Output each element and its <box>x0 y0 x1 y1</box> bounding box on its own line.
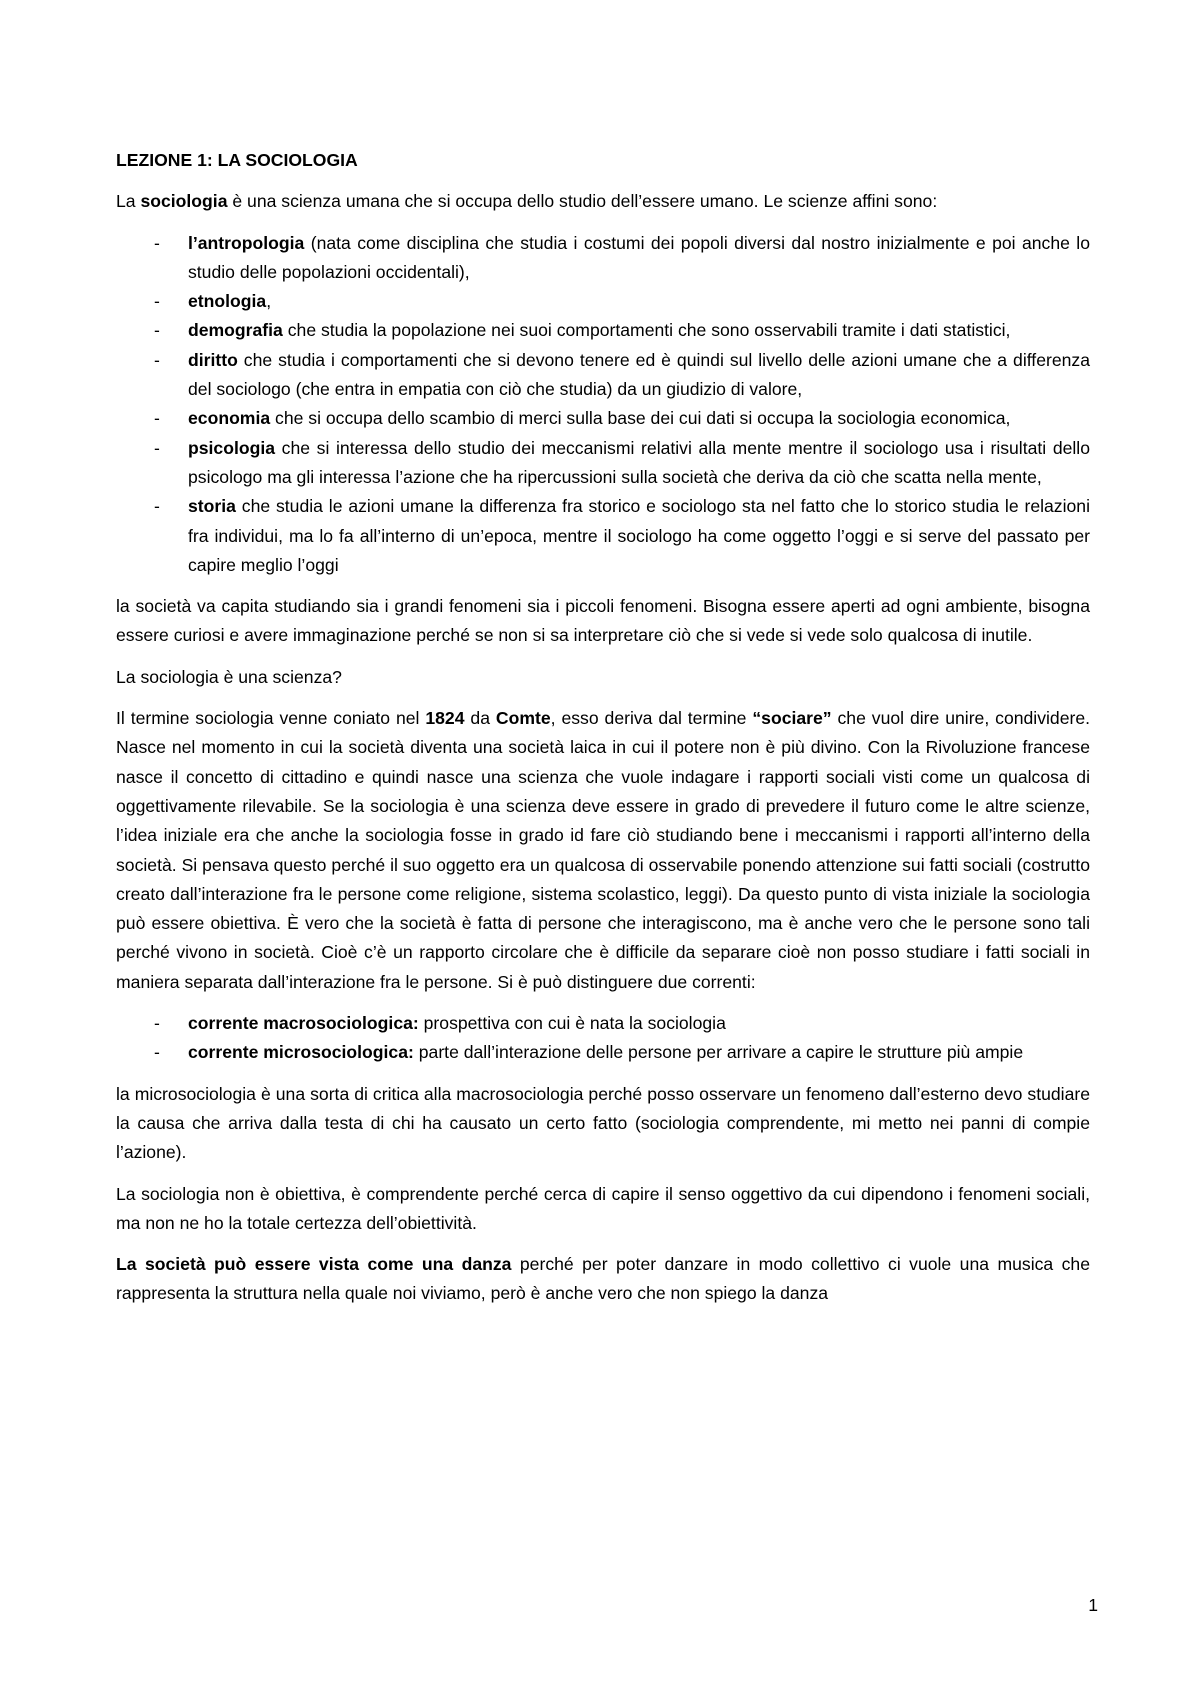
term-psicologia: psicologia <box>188 437 276 458</box>
term-antropologia: l’antropologia <box>188 232 305 253</box>
term-diritto: diritto <box>188 349 238 370</box>
desc-diritto: che studia i comportamenti che si devono tenere ed è quindi sul livello delle azioni umane che a differenza del sociologo (che entra in empatia con ciò che studia) da un giudizio di valore, <box>188 349 1090 400</box>
term-macrosociologica: corrente macrosociologica: <box>188 1013 419 1034</box>
desc-psicologia: che si interessa dello studio dei meccanismi relativi alla mente mentre il sociologo usa i risultati dello psicologo ma gli interessa l’azione che ha ripercussioni sulla società che deriva da ciò che scatta nella mente, <box>188 437 1090 487</box>
microsociology-paragraph: la microsociologia è una sorta di critica alla macrosociologia perché posso osservare un fenomeno dall’esterno devo studiare la causa che arriva dalla testa di chi ha causato un certo fatto (sociologia comprendente, mi metto nei panni di compie l’azione). <box>116 1083 1090 1163</box>
desc-macrosociologica: prospettiva con cui è nata la sociologia <box>418 1013 726 1034</box>
list-item-macrosociologica <box>116 1009 1090 1038</box>
term-economia: economia <box>188 408 271 429</box>
term-microsociologica: corrente microsociologica: <box>188 1042 414 1063</box>
comte-text-c: , esso deriva dal termine <box>550 708 753 729</box>
desc-demografia: che studia la popolazione nei suoi comportamenti che sono osservabili tramite i dati statistici, <box>282 320 1011 341</box>
list-item-antropologia <box>116 229 1090 288</box>
dance-bold-text: La società può essere vista come una danza <box>116 1254 512 1275</box>
intro-text-a: La <box>116 191 141 212</box>
list-item-economia <box>116 404 1090 433</box>
document-body <box>116 146 1090 1321</box>
desc-etnologia: , <box>266 291 272 312</box>
currents-list <box>116 1009 1090 1068</box>
list-item-demografia <box>116 316 1090 345</box>
comte-text-b: da <box>464 708 496 729</box>
desc-economia: che si occupa dello scambio di merci sulla base dei cui dati si occupa la sociologia economica, <box>270 408 1011 429</box>
list-item-psicologia <box>116 434 1090 493</box>
dance-text: perché per poter danzare in modo collettivo ci vuole una musica che rappresenta la struttura nella quale noi viviamo, però è anche vero che non spiego la danza <box>116 1254 1090 1304</box>
comte-name: Comte <box>495 708 551 729</box>
list-item-etnologia <box>116 287 1090 316</box>
desc-antropologia: (nata come disciplina che studia i costumi dei popoli diversi dal nostro inizialmente e poi anche lo studio delle popolazioni occidentali), <box>188 232 1090 282</box>
comte-year: 1824 <box>425 708 465 729</box>
intro-text-c: è una scienza umana che si occupa dello studio dell’essere umano. Le scienze affini sono: <box>227 191 938 212</box>
list-item-storia <box>116 492 1090 580</box>
lesson-title: LEZIONE 1: LA SOCIOLOGIA <box>116 150 358 170</box>
page-number: 1 <box>1088 1595 1098 1615</box>
question-paragraph: La sociologia è una scienza? <box>116 666 342 687</box>
comte-text-d: che vuol dire unire, condividere. Nasce nel momento in cui la società diventa una società laica in cui il potere non è più divino. Con la Rivoluzione francese nasce il concetto di cittadino e quindi nasce una scienza che vuole indagare i rapporti sociali visti come un qualcosa di oggettivamente rilevabile. Se la sociologia è una scienza deve essere in grado di prevedere il futuro come le altre scienze, l’idea iniziale era che anche la sociologia fosse in grado id fare ciò studiando bene i meccanismi i rapporti all’interno della società. Si pensava questo perché il suo oggetto era un qualcosa di osservabile ponendo attenzione sui fatti sociali (costrutto creato dall’interazione fra le persone come religione, sistema scolastico, leggi). Da questo punto di vista iniziale la sociologia può essere obiettiva. È vero che la società è fatta di persone che interagiscono, ma è anche vero che le persone sono tali perché vivono in società. Cioè c’è un rapporto circolare che è difficile da separare cioè non posso studiare i fatti sociali in maniera separata dall’interazione fra le persone. Si è può distinguere due correnti: <box>116 708 1091 992</box>
comte-word-sociare: “sociare” <box>752 708 832 729</box>
related-sciences-list <box>116 229 1090 581</box>
term-demografia: demografia <box>188 320 283 341</box>
dance-paragraph <box>116 1250 1090 1309</box>
comte-paragraph <box>116 704 1090 997</box>
intro-paragraph <box>116 187 1090 216</box>
intro-term-sociologia: sociologia <box>140 191 228 212</box>
term-etnologia: etnologia <box>188 291 267 312</box>
desc-microsociologica: parte dall’interazione delle persone per arrivare a capire le strutture più ampie <box>413 1042 1024 1063</box>
list-item-microsociologica <box>116 1038 1090 1067</box>
society-paragraph: la società va capita studiando sia i grandi fenomeni sia i piccoli fenomeni. Bisogna essere aperti ad ogni ambiente, bisogna essere curiosi e avere immaginazione perché se non si sa interpretare ciò che si vede si vede solo qualcosa di inutile. <box>116 596 1090 646</box>
objectivity-paragraph: La sociologia non è obiettiva, è comprendente perché cerca di capire il senso oggettivo da cui dipendono i fenomeni sociali, ma non ne ho la totale certezza dell’obiettività. <box>116 1183 1090 1233</box>
comte-text-a: Il termine sociologia venne coniato nel <box>116 708 426 729</box>
desc-storia: che studia le azioni umane la differenza fra storico e sociologo sta nel fatto che lo storico studia le relazioni fra individui, ma lo fa all’interno di un’epoca, mentre il sociologo ha come oggetto l’oggi e si serve del passato per capire meglio l’oggi <box>188 496 1090 575</box>
term-storia: storia <box>188 496 236 517</box>
list-item-diritto <box>116 346 1090 405</box>
